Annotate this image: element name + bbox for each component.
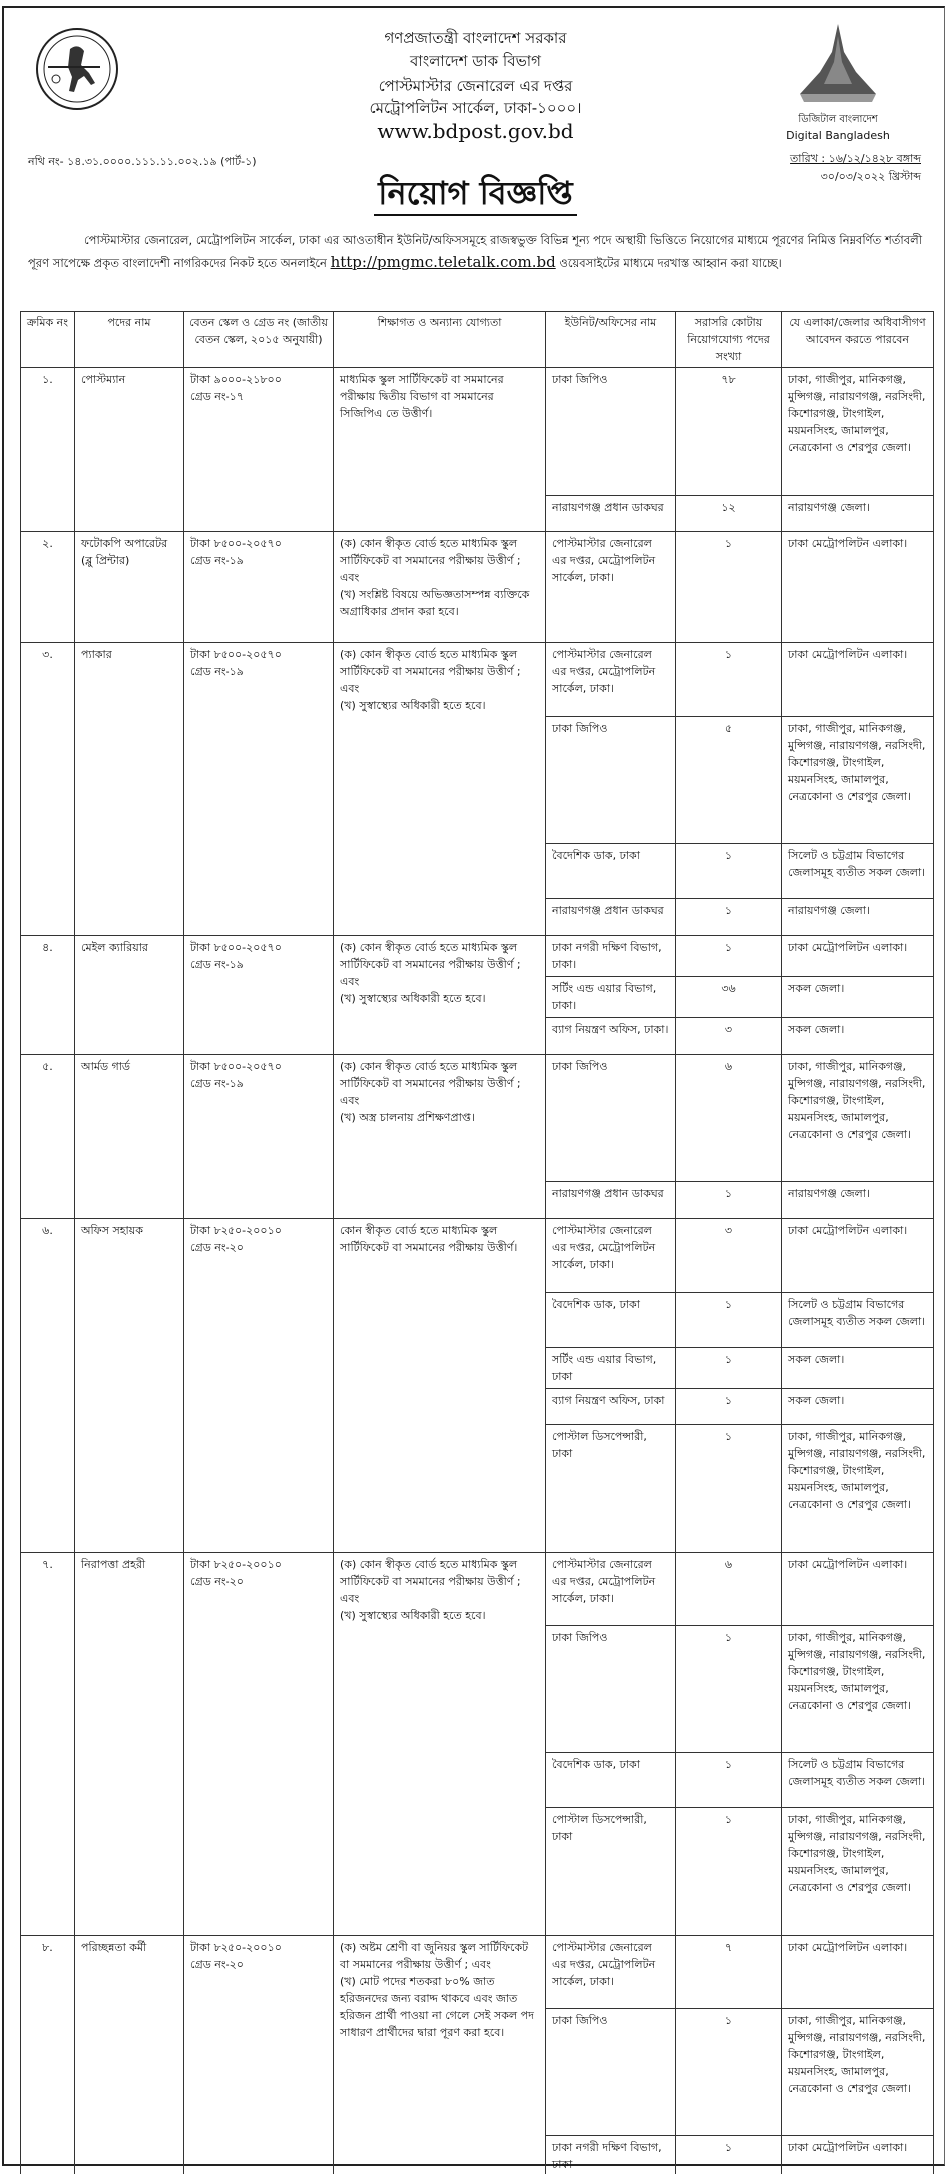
circle-address: মেট্রোপলিটন সার্কেল, ঢাকা-১০০০। [369, 99, 582, 117]
eligible-districts-cell: নারায়ণগঞ্জ জেলা। [782, 1182, 934, 1219]
vacancy-table [20, 311, 934, 2174]
intro-before: পোস্টমাস্টার জেনারেল, মেট্রোপলিটন সার্কেল, ঢাকা এর আওতাধীন ইউনিট/অফিসসমূহে রাজস্বভুক্ত বিভিন্ন শূন্য পদে অস্থায়ী ভিত্তিতে নিয়োগের মাধ্যমে পূরণের নিমিত্ত নিম্নবর্ণিত শর্তাবলী পূরণ সাপেক্ষে প্রকৃত বাংলাদেশী নাগরিকদের নিকট হতে অনলাইনে [28, 233, 922, 270]
table-row [21, 532, 934, 643]
post-name-cell: প্যাকার [75, 643, 184, 936]
title-text: নিয়োগ বিজ্ঞপ্তি [374, 174, 576, 216]
unit-office-cell: ব্যাগ নিয়ন্ত্রণ অফিস, ঢাকা [546, 1389, 676, 1425]
pay-scale-cell: টাকা ৮২৫০-২০০১০ গ্রেড নং-২০ [184, 1219, 334, 1553]
unit-office-cell: নারায়ণগঞ্জ প্রধান ডাকঘর [546, 899, 676, 936]
post-count-cell: ১ [676, 532, 782, 643]
serial-cell: ২. [21, 532, 75, 643]
table-row [21, 643, 934, 717]
eligible-districts-cell: ঢাকা, গাজীপুর, মানিকগঞ্জ, মুন্সিগঞ্জ, নারায়ণগঞ্জ, নরসিংদী, কিশোরগঞ্জ, টাংগাইল, ময়মনসিংহ, জামালপুর, নেত্রকোনা ও শেরপুর জেলা। [782, 2009, 934, 2136]
eligible-districts-cell: ঢাকা মেট্রোপলিটন এলাকা। [782, 2136, 934, 2174]
department-name: বাংলাদেশ ডাক বিভাগ [410, 52, 541, 70]
serial-cell: ৮. [21, 1936, 75, 2174]
post-name-cell: পোস্টম্যান [75, 368, 184, 532]
eligible-districts-cell: ঢাকা, গাজীপুর, মানিকগঞ্জ, মুন্সিগঞ্জ, নারায়ণগঞ্জ, নরসিংদী, কিশোরগঞ্জ, টাংগাইল, ময়মনসিংহ, জামালপুর, নেত্রকোনা ও শেরপুর জেলা। [782, 717, 934, 844]
application-link[interactable]: http://pmgmc.teletalk.com.bd [330, 252, 556, 271]
qualification-cell: (ক) অষ্টম শ্রেণী বা জুনিয়র স্কুল সার্টিফিকেট বা সমমানের পরীক্ষায় উত্তীর্ণ ; এবং (খ) মোট পদের শতকরা ৮০% জাত হরিজনদের জন্য বরাদ্দ থাকবে এবং জাত হরিজন প্রার্থী পাওয়া না গেলে সেই সকল পদ সাধারণ প্রার্থীদের দ্বারা পূরণ করা হবে। [334, 1936, 546, 2174]
unit-office-cell: ব্যাগ নিয়ন্ত্রণ অফিস, ঢাকা। [546, 1018, 676, 1055]
page-title [0, 168, 951, 222]
column-header-serial: ক্রমিক নং [21, 312, 75, 368]
unit-office-cell: ঢাকা জিপিও [546, 717, 676, 844]
post-name-cell: ফটোকপি অপারেটর (ব্লু প্রিন্টার) [75, 532, 184, 643]
intro-after: ওয়েবসাইটের মাধ্যমে দরখাস্ত আহ্বান করা যাচ্ছে। [555, 255, 782, 270]
website[interactable]: www.bdpost.gov.bd [377, 119, 574, 143]
post-name-cell: মেইল ক্যারিয়ার [75, 936, 184, 1055]
eligible-districts-cell: ঢাকা, গাজীপুর, মানিকগঞ্জ, মুন্সিগঞ্জ, নারায়ণগঞ্জ, নরসিংদী, কিশোরগঞ্জ, টাংগাইল, ময়মনসিংহ, জামালপুর, নেত্রকোনা ও শেরপুর জেলা। [782, 1626, 934, 1753]
memo-number: নথি নং- ১৪.৩১.০০০০.১১১.১১.০০২.১৯ (পার্ট-১) [28, 155, 257, 168]
post-count-cell: ১ [676, 1389, 782, 1425]
date-bangla: তারিখ : ১৬/১২/১৪২৮ বঙ্গাব্দ [790, 152, 921, 165]
unit-office-cell: সর্টিং এন্ড এয়ার বিভাগ, ঢাকা। [546, 977, 676, 1018]
unit-office-cell: পোস্টমাস্টার জেনারেল এর দপ্তর, মেট্রোপলিটন সার্কেল, ঢাকা। [546, 1936, 676, 2009]
unit-office-cell: পোস্টাল ডিসপেন্সারী, ঢাকা [546, 1425, 676, 1553]
unit-office-cell: নারায়ণগঞ্জ প্রধান ডাকঘর [546, 1182, 676, 1219]
eligible-districts-cell: ঢাকা, গাজীপুর, মানিকগঞ্জ, মুন্সিগঞ্জ, নারায়ণগঞ্জ, নরসিংদী, কিশোরগঞ্জ, টাংগাইল, ময়মনসিংহ, জামালপুর, নেত্রকোনা ও শেরপুর জেলা। [782, 1808, 934, 1936]
post-count-cell: ১ [676, 1626, 782, 1753]
pay-scale-cell: টাকা ৮২৫০-২০০১০ গ্রেড নং-২০ [184, 1936, 334, 2174]
eligible-districts-cell: ঢাকা মেট্রোপলিটন এলাকা। [782, 1219, 934, 1293]
unit-office-cell: পোস্টমাস্টার জেনারেল এর দপ্তর, মেট্রোপলিটন সার্কেল, ঢাকা। [546, 532, 676, 643]
post-count-cell: ১ [676, 643, 782, 717]
post-count-cell: ১ [676, 1753, 782, 1808]
eligible-districts-cell: সিলেট ও চট্টগ্রাম বিভাগের জেলাসমূহ ব্যতীত সকল জেলা। [782, 1753, 934, 1808]
column-header-pay-scale: বেতন স্কেল ও গ্রেড নং (জাতীয় বেতন স্কেল, ২০১৫ অনুযায়ী) [184, 312, 334, 368]
eligible-districts-cell: ঢাকা, গাজীপুর, মানিকগঞ্জ, মুন্সিগঞ্জ, নারায়ণগঞ্জ, নরসিংদী, কিশোরগঞ্জ, টাংগাইল, ময়মনসিংহ, জামালপুর, নেত্রকোনা ও শেরপুর জেলা। [782, 1055, 934, 1182]
table-row [21, 1936, 934, 2009]
unit-office-cell: ঢাকা নগরী দক্ষিণ বিভাগ, ঢাকা [546, 2136, 676, 2174]
eligible-districts-cell: সিলেট ও চট্টগ্রাম বিভাগের জেলাসমূহ ব্যতীত সকল জেলা। [782, 844, 934, 899]
unit-office-cell: ঢাকা নগরী দক্ষিণ বিভাগ, ঢাকা। [546, 936, 676, 977]
post-count-cell: ৬ [676, 1553, 782, 1626]
post-count-cell: ১২ [676, 496, 782, 532]
eligible-districts-cell: সকল জেলা। [782, 977, 934, 1018]
qualification-cell: (ক) কোন স্বীকৃত বোর্ড হতে মাধ্যমিক স্কুল সার্টিফিকেট বা সমমানের পরীক্ষায় উত্তীর্ণ ; এবং (খ) সুস্বাস্থ্যের অধিকারী হতে হবে। [334, 936, 546, 1055]
post-count-cell: ১ [676, 1808, 782, 1936]
serial-cell: ১. [21, 368, 75, 532]
post-count-cell: ৩ [676, 1219, 782, 1293]
digital-bangladesh-en: Digital Bangladesh [786, 129, 890, 142]
column-header-qualification: শিক্ষাগত ও অন্যান্য যোগ্যতা [334, 312, 546, 368]
unit-office-cell: সর্টিং এন্ড এয়ার বিভাগ, ঢাকা [546, 1348, 676, 1389]
eligible-districts-cell: ঢাকা মেট্রোপলিটন এলাকা। [782, 936, 934, 977]
digital-bangladesh-bn: ডিজিটাল বাংলাদেশ [798, 114, 878, 125]
eligible-districts-cell: সকল জেলা। [782, 1348, 934, 1389]
unit-office-cell: পোস্টমাস্টার জেনারেল এর দপ্তর, মেট্রোপলিটন সার্কেল, ঢাকা। [546, 643, 676, 717]
unit-office-cell: ঢাকা জিপিও [546, 2009, 676, 2136]
post-count-cell: ১ [676, 1425, 782, 1553]
unit-office-cell: ঢাকা জিপিও [546, 368, 676, 496]
unit-office-cell: পোস্টমাস্টার জেনারেল এর দপ্তর, মেট্রোপলিটন সার্কেল, ঢাকা। [546, 1553, 676, 1626]
post-count-cell: ৩৬ [676, 977, 782, 1018]
eligible-districts-cell: ঢাকা মেট্রোপলিটন এলাকা। [782, 643, 934, 717]
pay-scale-cell: টাকা ৮৫০০-২০৫৭০ গ্রেড নং-১৯ [184, 936, 334, 1055]
pay-scale-cell: টাকা ৮৫০০-২০৫৭০ গ্রেড নং-১৯ [184, 532, 334, 643]
column-header-post-count: সরাসরি কোটায় নিয়োগযোগ্য পদের সংখ্যা [676, 312, 782, 368]
date-gregorian: ৩০/০৩/২০২২ খ্রিস্টাব্দ [820, 170, 921, 183]
column-header-unit-office: ইউনিট/অফিসের নাম [546, 312, 676, 368]
qualification-cell: (ক) কোন স্বীকৃত বোর্ড হতে মাধ্যমিক স্কুল সার্টিফিকেট বা সমমানের পরীক্ষায় উত্তীর্ণ ; এবং (খ) সুস্বাস্থ্যের অধিকারী হতে হবে। [334, 643, 546, 936]
unit-office-cell: পোস্টমাস্টার জেনারেল এর দপ্তর, মেট্রোপলিটন সার্কেল, ঢাকা। [546, 1219, 676, 1293]
unit-office-cell: নারায়ণগঞ্জ প্রধান ডাকঘর [546, 496, 676, 532]
qualification-cell: (ক) কোন স্বীকৃত বোর্ড হতে মাধ্যমিক স্কুল সার্টিফিকেট বা সমমানের পরীক্ষায় উত্তীর্ণ ; এবং (খ) সংশ্লিষ্ট বিষয়ে অভিজ্ঞতাসম্পন্ন ব্যক্তিকে অগ্রাধিকার প্রদান করা হবে। [334, 532, 546, 643]
column-header-post-name: পদের নাম [75, 312, 184, 368]
post-count-cell: ১ [676, 1182, 782, 1219]
post-count-cell: ১ [676, 2009, 782, 2136]
eligible-districts-cell: ঢাকা, গাজীপুর, মানিকগঞ্জ, মুন্সিগঞ্জ, নারায়ণগঞ্জ, নরসিংদী, কিশোরগঞ্জ, টাংগাইল, ময়মনসিংহ, জামালপুর, নেত্রকোনা ও শেরপুর জেলা। [782, 368, 934, 496]
serial-cell: ৪. [21, 936, 75, 1055]
qualification-cell: (ক) কোন স্বীকৃত বোর্ড হতে মাধ্যমিক স্কুল সার্টিফিকেট বা সমমানের পরীক্ষায় উত্তীর্ণ ; এবং (খ) অস্ত্র চালনায় প্রশিক্ষণপ্রাপ্ত। [334, 1055, 546, 1219]
unit-office-cell: ঢাকা জিপিও [546, 1055, 676, 1182]
serial-cell: ৭. [21, 1553, 75, 1936]
office-name: পোস্টমাস্টার জেনারেল এর দপ্তর [378, 77, 573, 95]
eligible-districts-cell: ঢাকা মেট্রোপলিটন এলাকা। [782, 1936, 934, 2009]
post-count-cell: ৭৮ [676, 368, 782, 496]
table-body [21, 368, 934, 2174]
post-count-cell: ৬ [676, 1055, 782, 1182]
eligible-districts-cell: ঢাকা, গাজীপুর, মানিকগঞ্জ, মুন্সিগঞ্জ, নারায়ণগঞ্জ, নরসিংদী, কিশোরগঞ্জ, টাংগাইল, ময়মনসিংহ, জামালপুর, নেত্রকোনা ও শেরপুর জেলা। [782, 1425, 934, 1553]
pay-scale-cell: টাকা ৯০০০-২১৮০০ গ্রেড নং-১৭ [184, 368, 334, 532]
unit-office-cell: বৈদেশিক ডাক, ঢাকা [546, 1753, 676, 1808]
post-count-cell: ১ [676, 1293, 782, 1348]
pay-scale-cell: টাকা ৮৫০০-২০৫৭০ গ্রেড নং-১৯ [184, 1055, 334, 1219]
unit-office-cell: পোস্টাল ডিসপেন্সারী, ঢাকা [546, 1808, 676, 1936]
unit-office-cell: বৈদেশিক ডাক, ঢাকা [546, 1293, 676, 1348]
post-name-cell: নিরাপত্তা প্রহরী [75, 1553, 184, 1936]
post-name-cell: পরিচ্ছন্নতা কর্মী [75, 1936, 184, 2174]
qualification-cell: মাধ্যমিক স্কুল সার্টিফিকেট বা সমমানের পরীক্ষায় দ্বিতীয় বিভাগ বা সমমানের সিজিপিএ তে উত্তীর্ণ। [334, 368, 546, 532]
post-name-cell: আর্মড গার্ড [75, 1055, 184, 1219]
column-header-eligible-districts: যে এলাকা/জেলার অধিবাসীগণ আবেদন করতে পারবেন [782, 312, 934, 368]
post-count-cell: ৩ [676, 1018, 782, 1055]
eligible-districts-cell: সকল জেলা। [782, 1389, 934, 1425]
post-count-cell: ১ [676, 1348, 782, 1389]
eligible-districts-cell: ঢাকা মেট্রোপলিটন এলাকা। [782, 532, 934, 643]
serial-cell: ৩. [21, 643, 75, 936]
post-count-cell: ১ [676, 844, 782, 899]
table-row [21, 936, 934, 977]
qualification-cell: (ক) কোন স্বীকৃত বোর্ড হতে মাধ্যমিক স্কুল সার্টিফিকেট বা সমমানের পরীক্ষায় উত্তীর্ণ ; এবং (খ) সুস্বাস্থ্যের অধিকারী হতে হবে। [334, 1553, 546, 1936]
qualification-cell: কোন স্বীকৃত বোর্ড হতে মাধ্যমিক স্কুল সার্টিফিকেট বা সমমানের পরীক্ষায় উত্তীর্ণ। [334, 1219, 546, 1553]
table-row [21, 1219, 934, 1293]
serial-cell: ৫. [21, 1055, 75, 1219]
unit-office-cell: বৈদেশিক ডাক, ঢাকা [546, 844, 676, 899]
govt-name: গণপ্রজাতন্ত্রী বাংলাদেশ সরকার [384, 29, 567, 47]
pay-scale-cell: টাকা ৮৫০০-২০৫৭০ গ্রেড নং-১৯ [184, 643, 334, 936]
table-row [21, 1055, 934, 1182]
eligible-districts-cell: সিলেট ও চট্টগ্রাম বিভাগের জেলাসমূহ ব্যতীত সকল জেলা। [782, 1293, 934, 1348]
post-count-cell: ১ [676, 2136, 782, 2174]
post-count-cell: ৫ [676, 717, 782, 844]
unit-office-cell: ঢাকা জিপিও [546, 1626, 676, 1753]
serial-cell: ৬. [21, 1219, 75, 1553]
table-row [21, 1553, 934, 1626]
post-count-cell: ১ [676, 936, 782, 977]
table-row [21, 368, 934, 496]
eligible-districts-cell: নারায়ণগঞ্জ জেলা। [782, 899, 934, 936]
eligible-districts-cell: নারায়ণগঞ্জ জেলা। [782, 496, 934, 532]
post-name-cell: অফিস সহায়ক [75, 1219, 184, 1553]
eligible-districts-cell: ঢাকা মেট্রোপলিটন এলাকা। [782, 1553, 934, 1626]
table-header-row [21, 312, 934, 368]
pay-scale-cell: টাকা ৮২৫০-২০০১০ গ্রেড নং-২০ [184, 1553, 334, 1936]
post-count-cell: ১ [676, 899, 782, 936]
intro-paragraph [28, 230, 922, 274]
eligible-districts-cell: সকল জেলা। [782, 1018, 934, 1055]
post-count-cell: ৭ [676, 1936, 782, 2009]
